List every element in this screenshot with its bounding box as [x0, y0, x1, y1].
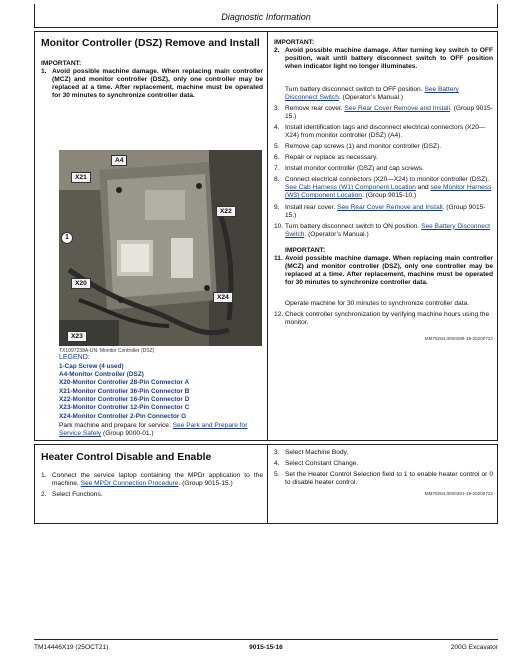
step-text: Install identification tags and disconnect electrical connectors (X20—X24) from monitor controller (DSZ) (A4).: [285, 124, 486, 140]
rear-cover-link[interactable]: See Rear Cover Remove and Install: [344, 105, 450, 113]
legend-heading: LEGEND:: [59, 354, 90, 362]
important-label: IMPORTANT:: [41, 60, 82, 68]
important-step-11: [274, 255, 493, 287]
section-title: Heater Control Disable and Enable: [41, 452, 212, 463]
callout-x20: X20: [71, 278, 91, 289]
footer-page-number: 9015-15-16: [249, 644, 283, 651]
rear-cover-link[interactable]: See Rear Cover Remove and Install: [337, 203, 443, 211]
step-text: Set the Heater Control Selection field to 1 to enable heater control or 0 to disable heater control.: [285, 471, 493, 487]
column-divider: [267, 445, 268, 523]
heater-step-4: [274, 460, 493, 468]
left-column: [41, 37, 263, 103]
footer-manual-id: TM14446X19 (25OCT21): [34, 644, 109, 651]
step-6: [274, 154, 493, 162]
callout-1: 1: [61, 232, 73, 244]
battery-switch-link[interactable]: See Battery Disconnect Switch: [285, 222, 491, 238]
legend-item: 1-Cap Screw (4 used): [59, 362, 124, 370]
step-ref: . (Operator’s Manual.): [304, 230, 369, 238]
step-ref: . (Group 9015-10.): [361, 192, 417, 200]
heater-step-5: [274, 471, 493, 487]
operate-instruction: [274, 300, 493, 308]
step-10: [274, 223, 493, 239]
step-ref: . (Group 9015-15.): [178, 480, 233, 488]
legend-item: A4-Monitor Controller (DSZ): [59, 370, 144, 378]
step-text: Select Functions.: [52, 491, 103, 499]
figure-caption: TX1097238A-UN: Monitor Controller (DSZ): [59, 348, 155, 354]
step-number: 11.: [274, 254, 283, 262]
legend-item: X20-Monitor Controller 28-Pin Connector A: [59, 379, 190, 387]
step-8: [274, 176, 493, 200]
step-4: [274, 124, 493, 140]
step-text: Repair or replace as necessary.: [285, 154, 378, 162]
step-5: [274, 143, 493, 151]
callout-x21: X21: [71, 172, 91, 183]
monitor-harness-link[interactable]: see Monitor Harness (W3) Component Location: [285, 184, 492, 200]
important-label: IMPORTANT:: [285, 246, 326, 254]
step-number: 2.: [41, 491, 47, 499]
mpdr-connection-link[interactable]: See MPDr Connection Procedure: [80, 480, 179, 488]
step-text: Connect electrical connectors (X20—X24) to monitor controller (DSZ).: [285, 176, 490, 184]
step-12: [274, 311, 493, 327]
callout-a4: A4: [111, 155, 127, 166]
step-number: 8.: [274, 176, 280, 184]
park-text: Park machine and prepare for service.: [59, 421, 171, 429]
step-7: [274, 165, 493, 173]
column-divider: [267, 32, 268, 440]
step-number: 7.: [274, 165, 280, 173]
important-text: Avoid possible machine damage. After turning key switch to OFF position, wait until battery disconnect switch to OFF position when indicator light no longer illuminates.: [285, 47, 493, 71]
legend-item: X23-Monitor Controller 12-Pin Connector C: [59, 404, 190, 412]
heater-step-1: [41, 472, 263, 488]
important-text: Avoid possible machine damage. When replacing main controller (MCZ) and monitor controller (DSZ), only one controller may be replaced at a time. After replacement, machine must be operated for 30 minutes to synchronize controller data.: [285, 254, 493, 286]
step-text: Turn battery disconnect switch to OFF position.: [285, 86, 423, 94]
step-number: 10.: [274, 222, 284, 230]
monitor-controller-photo: [59, 150, 262, 346]
step-2-body: [274, 86, 493, 102]
step-ref: . (Operator’s Manual.): [338, 94, 404, 102]
step-number: 9.: [274, 203, 280, 211]
right-column: [274, 449, 493, 497]
legend-item: X21-Monitor Controller 36-Pin Connector B: [59, 387, 190, 395]
operate-text: Operate machine for 30 minutes to synchronize controller data.: [285, 299, 469, 307]
step-9: [274, 204, 493, 220]
reference-code: MM78284,0000288-19-20200722: [424, 335, 493, 341]
important-step-1: [41, 68, 263, 100]
section-title: Monitor Controller (DSZ) Remove and Install: [41, 38, 260, 49]
step-text: Install monitor controller (DSZ) and cap screws.: [285, 165, 424, 173]
page-header: Diagnostic Information: [221, 12, 311, 22]
park-ref: (Group 9000-01.): [103, 429, 154, 437]
step-number: 2.: [274, 47, 280, 55]
step-text: Check controller synchronization by verifying machine hours using the monitor.: [285, 310, 490, 326]
step-number: 5.: [274, 471, 280, 479]
callout-x23: X23: [67, 331, 87, 342]
footer-machine: 200G Excavator: [450, 644, 498, 651]
step-text: Remove cap screws (1) and monitor controller (DSZ).: [285, 143, 442, 151]
step-number: 1.: [41, 68, 47, 76]
step-text: Select Machine Body.: [285, 449, 349, 456]
heater-step-3: [274, 449, 493, 457]
important-step-2: [274, 47, 493, 71]
step-text: Turn battery disconnect switch to ON position.: [285, 222, 420, 230]
step-number: 4.: [274, 460, 280, 468]
footer-rule: [34, 639, 498, 640]
step-text: Install rear cover.: [285, 203, 336, 211]
figure-legend: [59, 348, 264, 438]
step-number: 3.: [274, 449, 280, 456]
step-number: 6.: [274, 154, 280, 162]
callout-x22: X22: [216, 206, 236, 217]
step-conjunction: and: [415, 184, 429, 192]
section-monitor-controller: [34, 31, 498, 441]
reference-code: MM78284,0000281-19-20200722: [424, 491, 493, 497]
callout-x24: X24: [213, 292, 233, 303]
left-column: [41, 451, 263, 502]
step-number: 12.: [274, 310, 284, 318]
park-instruction: [59, 422, 264, 438]
legend-item: X22-Monitor Controller 16-Pin Connector D: [59, 395, 190, 403]
step-number: 5.: [274, 143, 280, 151]
step-text: Remove rear cover.: [285, 105, 343, 113]
step-number: 1.: [41, 472, 47, 480]
park-prepare-link[interactable]: See Park and Prepare for Service Safely: [59, 421, 248, 437]
step-ref: . (Group 9015-15.): [285, 105, 493, 121]
heater-step-2: [41, 491, 263, 499]
step-text: Connect the service laptop containing the MPDr application to the machine.: [52, 472, 263, 488]
battery-switch-link[interactable]: See Battery Disconnect Switch: [285, 86, 459, 102]
cab-harness-link[interactable]: See Cab Harness (W1) Component Location: [285, 184, 416, 192]
legend-item: X24-Monitor Controller 2-Pin Connector G: [59, 412, 187, 420]
important-label: IMPORTANT:: [274, 39, 315, 46]
step-number: 3.: [274, 105, 280, 113]
right-column: [274, 39, 493, 341]
step-text: Select Constant Change.: [285, 460, 359, 468]
section-heater-control: [34, 444, 498, 524]
step-number: 4.: [274, 124, 280, 132]
step-3: [274, 105, 493, 121]
important-text: Avoid possible machine damage. When replacing main controller (MCZ) and monitor controller (DSZ), only one controller may be replaced at a time. After replacement, machine must be operated for 30 minutes to synchronize controller data.: [52, 68, 263, 100]
step-ref: . (Group 9015-15.): [285, 203, 486, 219]
